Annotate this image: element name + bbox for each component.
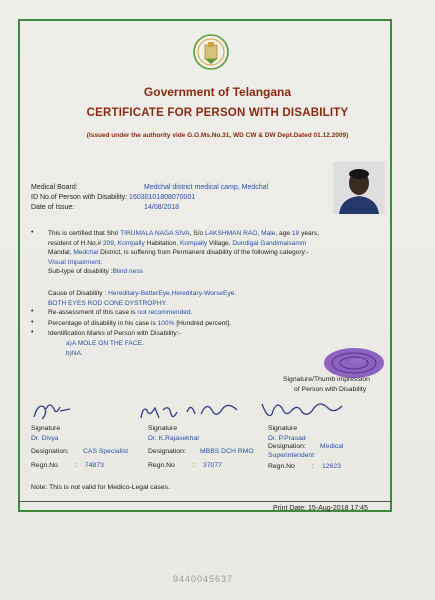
- cert-text-8: Habitation,: [144, 239, 179, 247]
- father-name: LAKSHMAN RAO: [204, 230, 258, 237]
- person-name: TIRUMALA NAGA SIVA: [120, 230, 190, 237]
- signature-label-2: Signature: [148, 425, 178, 432]
- date-value-wrap: [144, 203, 179, 212]
- regn-1: 74873: [85, 462, 104, 469]
- habitation: Kompally: [117, 239, 145, 247]
- percentage-suffix: [Hundred percent].: [176, 320, 231, 327]
- bullet-1: •: [31, 229, 34, 236]
- signature-divya: [30, 397, 76, 425]
- percentage-text: Percentage of disability in his case is: [48, 320, 158, 327]
- print-date: Print Date: 15-Aug-2018 17:45: [273, 505, 368, 512]
- telangana-emblem-icon: [193, 34, 229, 70]
- date-value: 14/08/2018: [144, 204, 180, 211]
- id-row: [31, 193, 195, 202]
- district: Medchal: [73, 249, 99, 257]
- bullet-2: •: [31, 308, 34, 315]
- cert-text-11: District, is suffering from Permanent disability of the following category:-: [98, 249, 309, 257]
- signatory-name-2: Dr. K.Rajasekhar: [148, 435, 200, 442]
- date-row: [31, 203, 74, 212]
- reassessment-value: not recommended.: [137, 309, 193, 316]
- cause-line-1: [48, 289, 378, 299]
- id-label: ID No.of Person with Disability:: [31, 194, 128, 201]
- handwritten-number: 9440045637: [173, 574, 234, 584]
- regn-2: 37077: [203, 462, 222, 469]
- reassessment-text: Re-assessment of this case is: [48, 309, 138, 316]
- footer-divider: [18, 501, 392, 502]
- cause-line-2: [48, 299, 378, 309]
- regn-label-2: Regn.No: [148, 462, 175, 469]
- house-number: 209: [103, 239, 115, 247]
- government-title: Government of Telangana: [143, 85, 292, 99]
- medico-legal-note: Note: This is not valid for Medico-Legal cases.: [31, 484, 170, 491]
- percentage-line: [48, 319, 231, 329]
- cert-text-6: resident of H.No.#: [48, 239, 102, 247]
- regn-label-1: Regn.No: [31, 462, 58, 469]
- designation-2: MBBS DCH RMO: [200, 448, 254, 455]
- id-value: 16030101808070001: [129, 194, 196, 201]
- authority-line: (Issued under the authority vide G.O.Ms.No.31, WD CW & DW Dept.Dated 01.12.2009): [86, 132, 349, 139]
- identification-mark-a: a)A MOLE ON THE FACE.: [66, 340, 144, 347]
- person-photo: [333, 162, 385, 214]
- mandal-name: Dundigal Gandimaisamm: [232, 239, 307, 247]
- regn-sep-1: :: [75, 462, 77, 469]
- signature-label-3: Signature: [268, 425, 298, 432]
- thumb-label-2: of Person with Disability: [294, 386, 367, 393]
- cause-value-2: BOTH EYES ROD CONE DYSTROPHY.: [48, 299, 167, 307]
- regn-sep-2: :: [193, 462, 195, 469]
- medical-board-row: [31, 183, 78, 192]
- signature-rajasekhar: [137, 396, 247, 426]
- medical-board-value: Medchal district medical camp, Medchal: [144, 184, 269, 191]
- cert-text-3: ,: [257, 230, 260, 237]
- regn-label-3: Regn.No: [268, 463, 295, 470]
- cause-block: [48, 289, 378, 308]
- medical-board-value-wrap: [144, 183, 268, 192]
- disability-category: Visual Impairment.: [48, 258, 103, 266]
- regn-3: 12623: [322, 463, 341, 470]
- identification-label: Identification Marks of Person with Disability:-: [48, 330, 181, 337]
- cause-label: Cause of Disability :: [48, 290, 109, 297]
- cert-text-5: years,: [299, 230, 320, 237]
- subtype-value: Blind ness: [112, 268, 143, 276]
- cert-line-5: [48, 267, 378, 277]
- reassessment-line: [48, 308, 192, 318]
- cert-text-10: Mandal,: [48, 249, 72, 257]
- cert-line-4: [48, 258, 378, 268]
- bullet-4: •: [31, 329, 34, 336]
- bullet-3: •: [31, 319, 34, 326]
- identification-mark-b: b)NA.: [66, 350, 83, 357]
- designation-3: Medical: [320, 443, 344, 450]
- date-label: Date of Issue:: [31, 204, 75, 211]
- village: Kompally: [180, 239, 208, 247]
- designation-label-3: Designation:: [268, 443, 306, 450]
- percentage-value: 100%: [157, 320, 175, 327]
- signature-prasad: [258, 396, 348, 426]
- thumb-label-1: Signature/Thumb impression: [283, 376, 370, 383]
- gender: Male: [261, 230, 276, 237]
- cert-line-1: [48, 229, 378, 239]
- subtype-label: Sub-type of disability :: [48, 268, 113, 276]
- cert-text-4: , age: [275, 230, 291, 237]
- signatory-name-3: Dr. P.Prasad: [268, 435, 306, 442]
- cert-line-3: [48, 248, 378, 258]
- designation-label-1: Designation:: [31, 448, 69, 455]
- signatory-name-1: Dr. Divya: [31, 435, 59, 442]
- cert-text-1: This is certified that Shri: [48, 230, 119, 237]
- regn-sep-3: :: [312, 463, 314, 470]
- medical-board-label: Medical Board:: [31, 184, 78, 191]
- cause-value-1: Hereditary-BetterEye,Hereditary-WorseEye.: [108, 290, 237, 297]
- certification-paragraph: [48, 229, 378, 277]
- cert-text-7: ,: [114, 239, 116, 247]
- signature-label-1: Signature: [31, 425, 61, 432]
- designation-label-2: Designation:: [148, 448, 186, 455]
- age: 18: [291, 230, 300, 237]
- designation-1: CAS Specialist: [83, 448, 128, 455]
- cert-text-9: Village,: [207, 239, 231, 247]
- cert-line-2: [48, 239, 378, 249]
- certificate-title: CERTIFICATE FOR PERSON WITH DISABILITY: [86, 107, 349, 119]
- cert-text-2: , S/o: [189, 230, 204, 237]
- designation-3-line2: Superintendent: [268, 452, 315, 459]
